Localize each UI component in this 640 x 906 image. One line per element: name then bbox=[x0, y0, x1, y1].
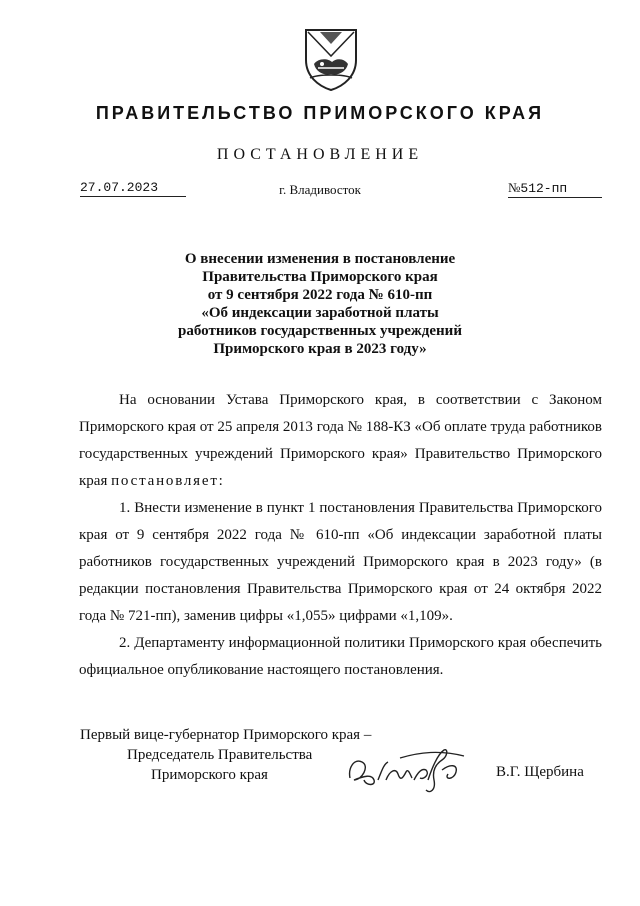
subject-line: работников государственных учреждений bbox=[178, 323, 462, 339]
subject-line: «Об индексации заработной платы bbox=[201, 305, 439, 321]
subject-line: О внесении изменения в постановление bbox=[184, 251, 456, 267]
signatory-position bbox=[80, 725, 371, 785]
position-line: Председатель Правительства bbox=[127, 747, 313, 763]
number-prefix: № bbox=[508, 180, 521, 195]
coat-of-arms-emblem bbox=[302, 26, 360, 92]
document-date: 27.07.2023 bbox=[80, 180, 186, 197]
position-line: Первый вице-губернатор Приморского края – bbox=[80, 727, 372, 743]
item-1-paragraph: 1. Внести изменение в пункт 1 постановления Правительства Приморского края от 9 сентября 2022 года № 610-пп «Об индексации заработной платы работников государственных учреждений Приморского края в 2023 году» (в редакции постановления Правительства Приморского края от 24 октября 2022 года № 721-пп), заменив цифры «1,055» цифрами «1,109». bbox=[79, 500, 602, 624]
document-subject bbox=[0, 250, 640, 358]
signer-name: В.Г. Щербина bbox=[496, 764, 584, 780]
subject-line: Приморского края в 2023 году» bbox=[213, 341, 427, 357]
number-value: 512-пп bbox=[520, 181, 568, 196]
document-type: ПОСТАНОВЛЕНИЕ bbox=[216, 146, 424, 163]
preamble-text: На основании Устава Приморского края, в соответствии с Законом Приморского края от 25 апреля 2013 года № 188-КЗ «Об оплате труда работников государственных учреждений Приморского края» Правительство Приморского края bbox=[79, 392, 602, 489]
position-line: Приморского края bbox=[151, 767, 268, 783]
document-body bbox=[79, 387, 602, 684]
subject-line: от 9 сентября 2022 года № 610-пп bbox=[207, 287, 433, 303]
subject-line: Правительства Приморского края bbox=[202, 269, 438, 285]
item-2-paragraph: 2. Департаменту информационной политики Приморского края обеспечить официальное опубликование настоящего постановления. bbox=[79, 635, 602, 678]
document-number bbox=[508, 180, 602, 198]
preamble-keyword: постановляет: bbox=[111, 473, 225, 489]
preamble-paragraph bbox=[79, 387, 602, 495]
government-title: ПРАВИТЕЛЬСТВО ПРИМОРСКОГО КРАЯ bbox=[95, 103, 545, 123]
document-city: г. Владивосток bbox=[279, 182, 361, 197]
handwritten-signature bbox=[340, 740, 490, 796]
